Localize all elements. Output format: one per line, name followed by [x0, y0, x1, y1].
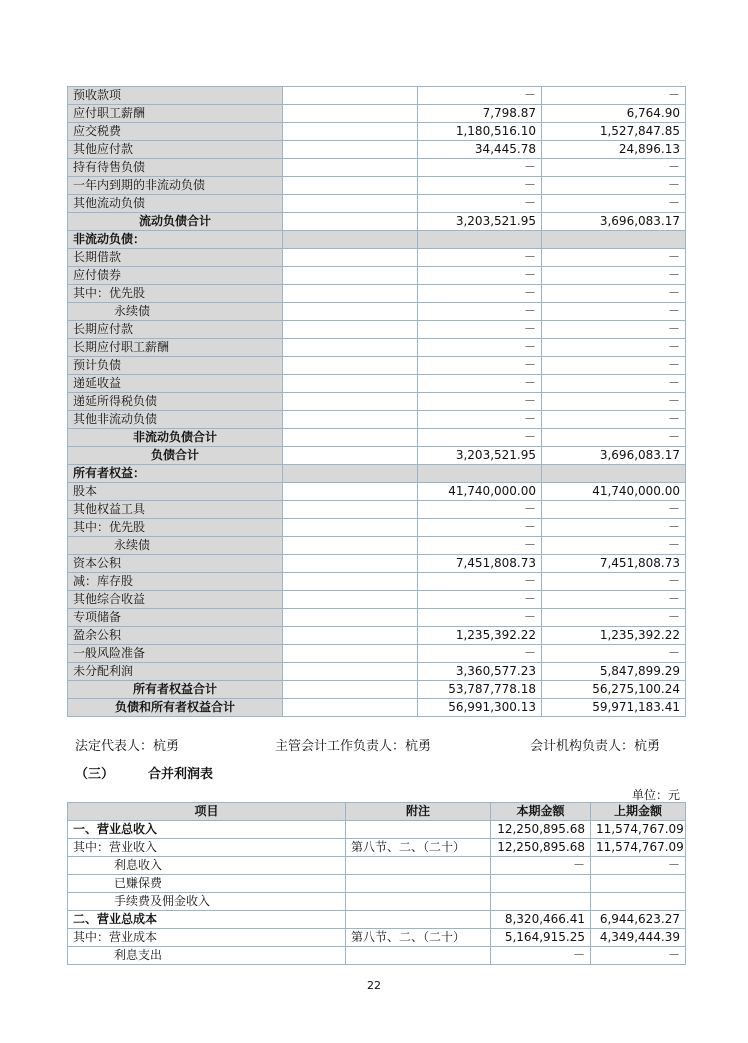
table-row — [68, 213, 686, 231]
prior-period-value: － — [542, 411, 686, 429]
prior-period-value: － — [542, 375, 686, 393]
period-end-value — [418, 231, 542, 249]
period-end-value: － — [418, 411, 542, 429]
table-row — [68, 159, 686, 177]
table-row — [68, 285, 686, 303]
row-label: 一般风险准备 — [68, 645, 283, 663]
table-row — [68, 645, 686, 663]
prior-period-value: － — [542, 321, 686, 339]
table-row — [68, 123, 686, 141]
table-row — [68, 429, 686, 447]
row-label: 其他非流动负债 — [68, 411, 283, 429]
prior-period-value: 11,574,767.09 — [591, 839, 686, 857]
table-row — [68, 357, 686, 375]
note-cell — [346, 875, 491, 893]
prior-period-value: 1,527,847.85 — [542, 123, 686, 141]
current-period-value: 5,164,915.25 — [491, 929, 591, 947]
period-end-value: － — [418, 393, 542, 411]
note-cell — [283, 123, 418, 141]
income-statement-table — [67, 802, 686, 965]
row-label: 已赚保费 — [68, 875, 346, 893]
period-end-value: － — [418, 195, 542, 213]
prior-period-value: 56,275,100.24 — [542, 681, 686, 699]
row-label: 应交税费 — [68, 123, 283, 141]
period-end-value: 3,203,521.95 — [418, 213, 542, 231]
row-label: 利息收入 — [68, 857, 346, 875]
period-end-value: － — [418, 357, 542, 375]
prior-period-value: － — [591, 857, 686, 875]
table-row — [68, 105, 686, 123]
period-end-value: － — [418, 159, 542, 177]
table-row — [68, 839, 686, 857]
note-cell — [283, 267, 418, 285]
note-cell — [283, 213, 418, 231]
table-row — [68, 465, 686, 483]
note-cell — [346, 893, 491, 911]
prior-period-value — [591, 875, 686, 893]
period-end-value: － — [418, 645, 542, 663]
row-label: 递延所得税负债 — [68, 393, 283, 411]
row-label: 减：库存股 — [68, 573, 283, 591]
prior-period-value: － — [542, 339, 686, 357]
table-row — [68, 447, 686, 465]
period-end-value: － — [418, 375, 542, 393]
row-label: 一年内到期的非流动负债 — [68, 177, 283, 195]
prior-period-value: 59,971,183.41 — [542, 699, 686, 717]
row-label: 长期应付职工薪酬 — [68, 339, 283, 357]
current-period-value: 8,320,466.41 — [491, 911, 591, 929]
row-label: 递延收益 — [68, 375, 283, 393]
table-header-row — [68, 803, 686, 821]
prior-period-value: － — [542, 393, 686, 411]
row-label: 所有者权益合计 — [68, 681, 283, 699]
note-cell — [283, 555, 418, 573]
note-cell: 第八节、二、（二十） — [346, 929, 491, 947]
row-label: 持有待售负债 — [68, 159, 283, 177]
note-cell — [283, 105, 418, 123]
table-row — [68, 893, 686, 911]
note-cell — [346, 821, 491, 839]
row-label: 手续费及佣金收入 — [68, 893, 346, 911]
prior-period-value: － — [542, 429, 686, 447]
table-row — [68, 663, 686, 681]
period-end-value: 53,787,778.18 — [418, 681, 542, 699]
prior-period-value: － — [591, 947, 686, 965]
section-title: 合并利润表 — [148, 767, 214, 782]
prior-period-value: 3,696,083.17 — [542, 213, 686, 231]
note-cell — [346, 857, 491, 875]
prior-period-value: 6,944,623.27 — [591, 911, 686, 929]
row-label: 永续债 — [68, 303, 283, 321]
period-end-value: － — [418, 573, 542, 591]
page-number: 22 — [367, 979, 381, 992]
note-cell — [283, 627, 418, 645]
period-end-value: － — [418, 321, 542, 339]
prior-period-value — [542, 465, 686, 483]
prior-period-value: 7,451,808.73 — [542, 555, 686, 573]
row-label: 应付职工薪酬 — [68, 105, 283, 123]
note-cell — [283, 159, 418, 177]
note-cell — [283, 249, 418, 267]
row-label: 所有者权益： — [68, 465, 283, 483]
current-period-value: － — [491, 857, 591, 875]
current-period-value — [491, 875, 591, 893]
table-row — [68, 929, 686, 947]
note-cell — [283, 645, 418, 663]
row-label: 永续债 — [68, 537, 283, 555]
period-end-value: － — [418, 339, 542, 357]
note-cell — [283, 573, 418, 591]
prior-period-value: 11,574,767.09 — [591, 821, 686, 839]
period-end-value — [418, 465, 542, 483]
row-label: 一、营业总收入 — [68, 821, 346, 839]
note-cell — [283, 591, 418, 609]
note-cell — [283, 663, 418, 681]
note-cell — [283, 699, 418, 717]
table-row — [68, 911, 686, 929]
period-end-value: 3,360,577.23 — [418, 663, 542, 681]
period-end-value: － — [418, 519, 542, 537]
row-label: 其他应付款 — [68, 141, 283, 159]
note-cell — [283, 537, 418, 555]
balance-sheet-table — [67, 86, 686, 717]
prior-period-value: － — [542, 267, 686, 285]
prior-period-value — [542, 231, 686, 249]
prior-period-value: － — [542, 195, 686, 213]
prior-period-value: － — [542, 177, 686, 195]
table-row — [68, 267, 686, 285]
note-cell — [283, 393, 418, 411]
prior-period-value: － — [542, 357, 686, 375]
note-cell — [346, 947, 491, 965]
table-row — [68, 537, 686, 555]
table-row — [68, 375, 686, 393]
table-row — [68, 87, 686, 105]
prior-period-value: 24,896.13 — [542, 141, 686, 159]
note-cell — [283, 231, 418, 249]
note-cell — [283, 177, 418, 195]
current-period-value — [491, 893, 591, 911]
prior-period-value: － — [542, 645, 686, 663]
note-cell — [283, 87, 418, 105]
table-row — [68, 555, 686, 573]
table-row — [68, 681, 686, 699]
note-cell — [283, 465, 418, 483]
row-label: 其中：营业收入 — [68, 839, 346, 857]
period-end-value: 56,991,300.13 — [418, 699, 542, 717]
table-row — [68, 141, 686, 159]
period-end-value: － — [418, 591, 542, 609]
prior-period-value: － — [542, 519, 686, 537]
prior-period-value: 5,847,899.29 — [542, 663, 686, 681]
period-end-value: 41,740,000.00 — [418, 483, 542, 501]
note-cell — [283, 141, 418, 159]
table-row — [68, 573, 686, 591]
period-end-value: 1,180,516.10 — [418, 123, 542, 141]
table-row — [68, 875, 686, 893]
prior-period-value: － — [542, 303, 686, 321]
row-label: 二、营业总成本 — [68, 911, 346, 929]
prior-period-value: － — [542, 591, 686, 609]
prior-period-value: 41,740,000.00 — [542, 483, 686, 501]
note-cell — [283, 483, 418, 501]
table-row — [68, 591, 686, 609]
prior-period-value: － — [542, 609, 686, 627]
table-row — [68, 231, 686, 249]
period-end-value: 7,798.87 — [418, 105, 542, 123]
row-label: 其中：优先股 — [68, 519, 283, 537]
row-label: 其他流动负债 — [68, 195, 283, 213]
accounting-org-head: 会计机构负责人：杭勇 — [530, 739, 661, 754]
period-end-value: － — [418, 609, 542, 627]
table-row — [68, 321, 686, 339]
table-row — [68, 177, 686, 195]
row-label: 非流动负债合计 — [68, 429, 283, 447]
prior-period-value: 4,349,444.39 — [591, 929, 686, 947]
period-end-value: － — [418, 177, 542, 195]
period-end-value: － — [418, 267, 542, 285]
note-cell — [346, 911, 491, 929]
row-label: 应付债券 — [68, 267, 283, 285]
accounting-head: 主管会计工作负责人：杭勇 — [275, 739, 432, 754]
period-end-value: － — [418, 87, 542, 105]
note-cell: 第八节、二、（二十） — [346, 839, 491, 857]
row-label: 盈余公积 — [68, 627, 283, 645]
row-label: 专项储备 — [68, 609, 283, 627]
note-cell — [283, 357, 418, 375]
note-cell — [283, 375, 418, 393]
header-prior: 上期金额 — [591, 803, 686, 821]
table-row — [68, 627, 686, 645]
row-label: 预计负债 — [68, 357, 283, 375]
table-row — [68, 483, 686, 501]
table-row — [68, 393, 686, 411]
current-period-value: － — [491, 947, 591, 965]
row-label: 其中：营业成本 — [68, 929, 346, 947]
table-row — [68, 339, 686, 357]
prior-period-value: － — [542, 501, 686, 519]
unit-label: 单位：元 — [631, 788, 680, 802]
note-cell — [283, 447, 418, 465]
note-cell — [283, 285, 418, 303]
period-end-value: － — [418, 249, 542, 267]
row-label: 其他综合收益 — [68, 591, 283, 609]
row-label: 股本 — [68, 483, 283, 501]
row-label: 其他权益工具 — [68, 501, 283, 519]
row-label: 利息支出 — [68, 947, 346, 965]
prior-period-value: 1,235,392.22 — [542, 627, 686, 645]
row-label: 长期借款 — [68, 249, 283, 267]
note-cell — [283, 339, 418, 357]
note-cell — [283, 519, 418, 537]
prior-period-value: － — [542, 537, 686, 555]
prior-period-value: － — [542, 285, 686, 303]
current-period-value: 12,250,895.68 — [491, 821, 591, 839]
prior-period-value: 3,696,083.17 — [542, 447, 686, 465]
prior-period-value: － — [542, 249, 686, 267]
table-row — [68, 195, 686, 213]
section-number: （三） — [75, 767, 115, 782]
note-cell — [283, 681, 418, 699]
period-end-value: － — [418, 429, 542, 447]
note-cell — [283, 321, 418, 339]
header-current: 本期金额 — [491, 803, 591, 821]
row-label: 负债和所有者权益合计 — [68, 699, 283, 717]
note-cell — [283, 195, 418, 213]
row-label: 资本公积 — [68, 555, 283, 573]
note-cell — [283, 303, 418, 321]
note-cell — [283, 609, 418, 627]
prior-period-value — [591, 893, 686, 911]
table-row — [68, 947, 686, 965]
prior-period-value: － — [542, 159, 686, 177]
period-end-value: － — [418, 501, 542, 519]
table-row — [68, 857, 686, 875]
period-end-value: 7,451,808.73 — [418, 555, 542, 573]
legal-representative: 法定代表人：杭勇 — [75, 739, 180, 754]
note-cell — [283, 429, 418, 447]
table-row — [68, 519, 686, 537]
table-row — [68, 609, 686, 627]
table-row — [68, 411, 686, 429]
current-period-value: 12,250,895.68 — [491, 839, 591, 857]
section-heading — [75, 763, 247, 782]
table-row — [68, 501, 686, 519]
row-label: 非流动负债： — [68, 231, 283, 249]
note-cell — [283, 501, 418, 519]
period-end-value: 1,235,392.22 — [418, 627, 542, 645]
row-label: 长期应付款 — [68, 321, 283, 339]
table-row — [68, 303, 686, 321]
row-label: 预收款项 — [68, 87, 283, 105]
prior-period-value: 6,764.90 — [542, 105, 686, 123]
prior-period-value: － — [542, 87, 686, 105]
row-label: 未分配利润 — [68, 663, 283, 681]
table-row — [68, 699, 686, 717]
period-end-value: － — [418, 303, 542, 321]
table-row — [68, 249, 686, 267]
period-end-value: 34,445.78 — [418, 141, 542, 159]
row-label: 负债合计 — [68, 447, 283, 465]
header-item: 项目 — [68, 803, 346, 821]
row-label: 其中：优先股 — [68, 285, 283, 303]
period-end-value: － — [418, 285, 542, 303]
prior-period-value: － — [542, 573, 686, 591]
table-row — [68, 821, 686, 839]
header-note: 附注 — [346, 803, 491, 821]
row-label: 流动负债合计 — [68, 213, 283, 231]
period-end-value: － — [418, 537, 542, 555]
period-end-value: 3,203,521.95 — [418, 447, 542, 465]
note-cell — [283, 411, 418, 429]
